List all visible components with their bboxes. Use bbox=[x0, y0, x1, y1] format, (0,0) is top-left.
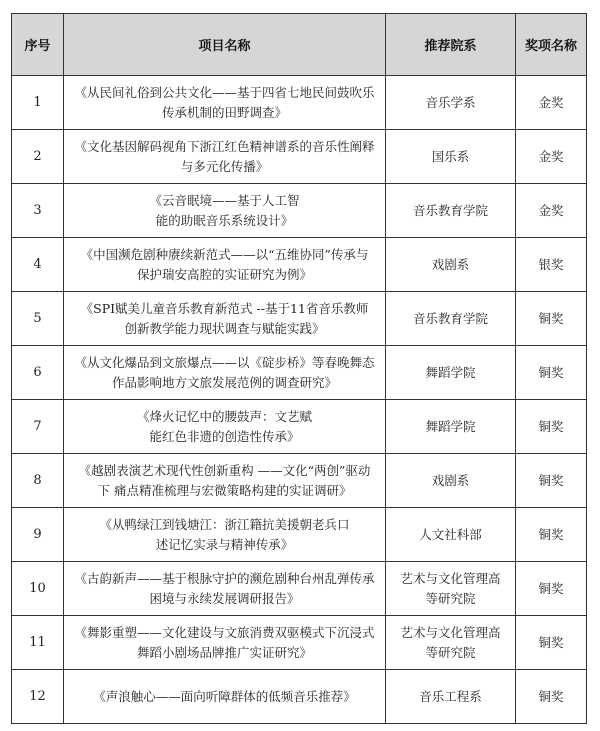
row-number: 6 bbox=[12, 346, 64, 400]
department: 音乐学系 bbox=[386, 76, 516, 130]
table-row bbox=[12, 616, 587, 670]
project-name bbox=[64, 670, 386, 724]
row-number: 10 bbox=[12, 562, 64, 616]
department: 舞蹈学院 bbox=[386, 400, 516, 454]
project-name-text: 《中国濒危剧种赓续新范式——以“五维协同”传承与保护瑞安高腔的实证研究为例》 bbox=[80, 246, 369, 282]
table-row bbox=[12, 670, 587, 724]
award: 铜奖 bbox=[516, 670, 587, 724]
award: 铜奖 bbox=[516, 508, 587, 562]
department: 音乐教育学院 bbox=[386, 292, 516, 346]
award: 银奖 bbox=[516, 238, 587, 292]
table-row bbox=[12, 346, 587, 400]
row-number: 4 bbox=[12, 238, 64, 292]
project-name-text: 《从民间礼俗到公共文化——基于四省七地民间鼓吹乐传承机制的田野调查》 bbox=[74, 84, 375, 120]
project-name bbox=[64, 238, 386, 292]
table-row bbox=[12, 292, 587, 346]
table-row bbox=[12, 238, 587, 292]
award: 铜奖 bbox=[516, 346, 587, 400]
row-number: 9 bbox=[12, 508, 64, 562]
row-number: 7 bbox=[12, 400, 64, 454]
award: 铜奖 bbox=[516, 292, 587, 346]
project-name-text: 《从鸭绿江到钱塘江：浙江籍抗美援朝老兵口述记忆实录与精神传承》 bbox=[99, 516, 350, 552]
project-name-text: 《古韵新声——基于根脉守护的濒危剧种台州乱弹传承困境与永续发展调研报告》 bbox=[74, 570, 375, 606]
award: 铜奖 bbox=[516, 562, 587, 616]
row-number: 11 bbox=[12, 616, 64, 670]
row-number: 2 bbox=[12, 130, 64, 184]
row-number: 5 bbox=[12, 292, 64, 346]
department: 国乐系 bbox=[386, 130, 516, 184]
project-name bbox=[64, 562, 386, 616]
header-award: 奖项名称 bbox=[516, 14, 587, 76]
award: 铜奖 bbox=[516, 400, 587, 454]
table-row bbox=[12, 454, 587, 508]
project-name-text: 《烽火记忆中的腰鼓声：文艺赋能红色非遗的创造性传承》 bbox=[136, 408, 312, 444]
row-number: 1 bbox=[12, 76, 64, 130]
department-text: 艺术与文化管理高等研究院 bbox=[400, 570, 501, 606]
awards-table bbox=[11, 13, 587, 724]
department: 戏剧系 bbox=[386, 454, 516, 508]
project-name-text: 《舞影重塑——文化建设与文旅消费双驱模式下沉浸式舞蹈小剧场品牌推广实证研究》 bbox=[74, 624, 375, 660]
project-name-text: 《声浪触心——面向听障群体的低频音乐推荐》 bbox=[93, 688, 356, 704]
table-row bbox=[12, 130, 587, 184]
table-row bbox=[12, 76, 587, 130]
project-name bbox=[64, 76, 386, 130]
department: 音乐教育学院 bbox=[386, 184, 516, 238]
project-name bbox=[64, 454, 386, 508]
header-department: 推荐院系 bbox=[386, 14, 516, 76]
project-name bbox=[64, 616, 386, 670]
project-name-text: 《从文化爆品到文旅爆点——以《碇步桥》等春晚舞态作品影响地方文旅发展范例的调查研究》 bbox=[74, 354, 375, 390]
table-row bbox=[12, 400, 587, 454]
department: 人文社科部 bbox=[386, 508, 516, 562]
award: 铜奖 bbox=[516, 454, 587, 508]
department bbox=[386, 562, 516, 616]
department: 音乐工程系 bbox=[386, 670, 516, 724]
department: 戏剧系 bbox=[386, 238, 516, 292]
row-number: 8 bbox=[12, 454, 64, 508]
project-name-text: 《云音眠境——基于人工智能的助眠音乐系统设计》 bbox=[149, 192, 300, 228]
department: 舞蹈学院 bbox=[386, 346, 516, 400]
award: 铜奖 bbox=[516, 616, 587, 670]
project-name bbox=[64, 508, 386, 562]
table-row bbox=[12, 184, 587, 238]
award: 金奖 bbox=[516, 76, 587, 130]
project-name-text: 《越剧表演艺术现代性创新重构 ——文化“两创”驱动下 痛点精准梳理与宏微策略构建的实证调研》 bbox=[78, 462, 371, 498]
row-number: 3 bbox=[12, 184, 64, 238]
award: 金奖 bbox=[516, 184, 587, 238]
award: 金奖 bbox=[516, 130, 587, 184]
header-number: 序号 bbox=[12, 14, 64, 76]
project-name bbox=[64, 184, 386, 238]
table-row bbox=[12, 508, 587, 562]
project-name bbox=[64, 292, 386, 346]
project-name bbox=[64, 400, 386, 454]
project-name bbox=[64, 130, 386, 184]
table-row bbox=[12, 562, 587, 616]
department-text: 艺术与文化管理高等研究院 bbox=[400, 624, 501, 660]
row-number: 12 bbox=[12, 670, 64, 724]
department bbox=[386, 616, 516, 670]
project-name-text: 《SPI赋美儿童音乐教育新范式 --基于11省音乐教师创新教学能力现状调查与赋能实践》 bbox=[80, 300, 369, 336]
project-name bbox=[64, 346, 386, 400]
awards-table-container bbox=[11, 13, 587, 724]
header-project-name: 项目名称 bbox=[64, 14, 386, 76]
project-name-text: 《文化基因解码视角下浙江红色精神谱系的音乐性阐释与多元化传播》 bbox=[74, 138, 375, 174]
table-header-row bbox=[12, 14, 587, 76]
